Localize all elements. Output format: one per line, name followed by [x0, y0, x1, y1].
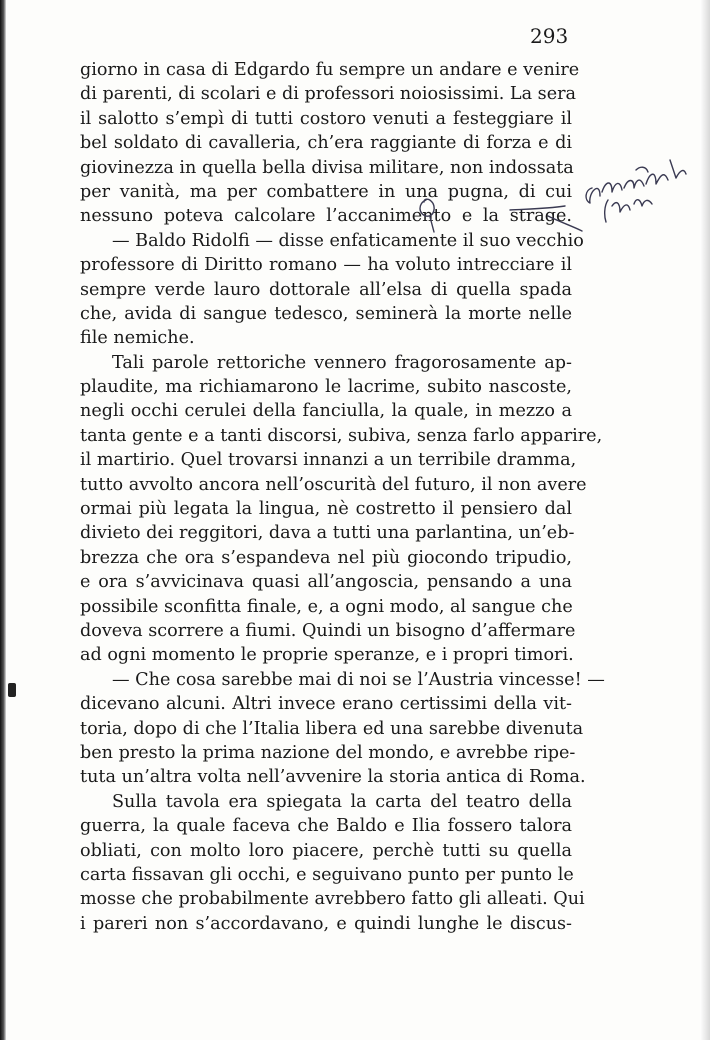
text-line: e ora s’avvicinava quasi all’angoscia, pensando a una	[80, 572, 572, 593]
text-line: ben presto la prima nazione del mondo, e avrebbe ripe-	[80, 742, 576, 763]
text-line: obliati, con molto loro piacere, perchè tutti su quella	[80, 840, 572, 861]
text-line: che, avida di sangue tedesco, seminerà la morte nelle	[80, 303, 572, 324]
text-line: plaudite, ma richiamarono le lacrime, subito nascoste,	[80, 377, 572, 398]
page-number: 293	[530, 24, 569, 48]
margin-note	[636, 167, 648, 172]
text-line: divieto dei reggitori, dava a tutti una parlantina, un’eb-	[80, 523, 575, 544]
text-line: mosse che probabilmente avrebbero fatto gli alleati. Qui	[80, 889, 585, 910]
text-line: dicevano alcuni. Altri invece erano certissimi della vit-	[80, 694, 572, 715]
text-line: ad ogni momento le proprie speranze, e i propri timori.	[80, 645, 574, 666]
text-line: il salotto s’empì di tutti costoro venuti a festeggiare il	[80, 108, 572, 129]
text-line: guerra, la quale faceva che Baldo e Ilia fossero talora	[80, 816, 572, 837]
text-line: tanta gente e a tanti discorsi, subiva, senza farlo apparire,	[80, 425, 603, 446]
body-text	[80, 58, 605, 936]
page-left-edge-shadow	[0, 0, 6, 1040]
text-line: bel soldato di cavalleria, ch’era raggiante di forza e di	[80, 133, 572, 154]
text-line: carta fissavan gli occhi, e seguivano punto per punto le	[80, 864, 574, 885]
margin-note	[605, 200, 652, 222]
text-line: i pareri non s’accordavano, e quindi lunghe le discus-	[80, 913, 572, 934]
text-line: Tali parole rettoriche vennero fragorosamente ap-	[112, 352, 572, 373]
text-line: negli occhi cerulei della fanciulla, la quale, in mezzo a	[80, 401, 572, 422]
text-line: professore di Diritto romano — ha voluto intrecciare il	[80, 255, 572, 276]
text-line: sempre verde lauro dottorale all’elsa di quella spada	[80, 279, 572, 300]
text-line: ormai più legata la lingua, nè costretto il pensiero dal	[80, 499, 572, 520]
text-line: giovinezza in quella bella divisa militare, non indossata	[80, 157, 574, 178]
text-line: nessuno poteva calcolare l’accanimento e la strage.	[80, 206, 572, 227]
text-line: per vanità, ma per combattere in una pugna, di cui	[80, 181, 572, 202]
text-line: il martirio. Quel trovarsi innanzi a un terribile dramma,	[80, 450, 577, 471]
text-line: di parenti, di scolari e di professori noiosissimi. La sera	[80, 84, 577, 105]
text-line: giorno in casa di Edgardo fu sempre un andare e venire	[80, 60, 580, 80]
text-line: — Baldo Ridolfi — disse enfaticamente il suo vecchio	[112, 230, 584, 251]
margin-note	[586, 160, 686, 203]
text-line: tuta un’altra volta nell’avvenire la storia antica di Roma.	[80, 767, 586, 788]
text-line: — Che cosa sarebbe mai di noi se l’Austria vincesse! —	[112, 669, 605, 690]
text-line: toria, dopo di che l’Italia libera ed una sarebbe divenuta	[80, 718, 584, 739]
text-line: Sulla tavola era spiegata la carta del teatro della	[112, 791, 572, 812]
text-line: doveva scorrere a fiumi. Quindi un bisogno d’affermare	[80, 620, 576, 641]
text-line: possibile sconfitta finale, e, a ogni modo, al sangue che	[80, 596, 573, 617]
page-right-edge-shadow	[700, 0, 710, 1040]
text-line: file nemiche.	[80, 328, 195, 349]
text-line: brezza che ora s’espandeva nel più giocondo tripudio,	[80, 547, 572, 568]
binding-mark	[8, 683, 16, 697]
text-line: tutto avvolto ancora nell’oscurità del futuro, il non avere	[80, 474, 587, 495]
